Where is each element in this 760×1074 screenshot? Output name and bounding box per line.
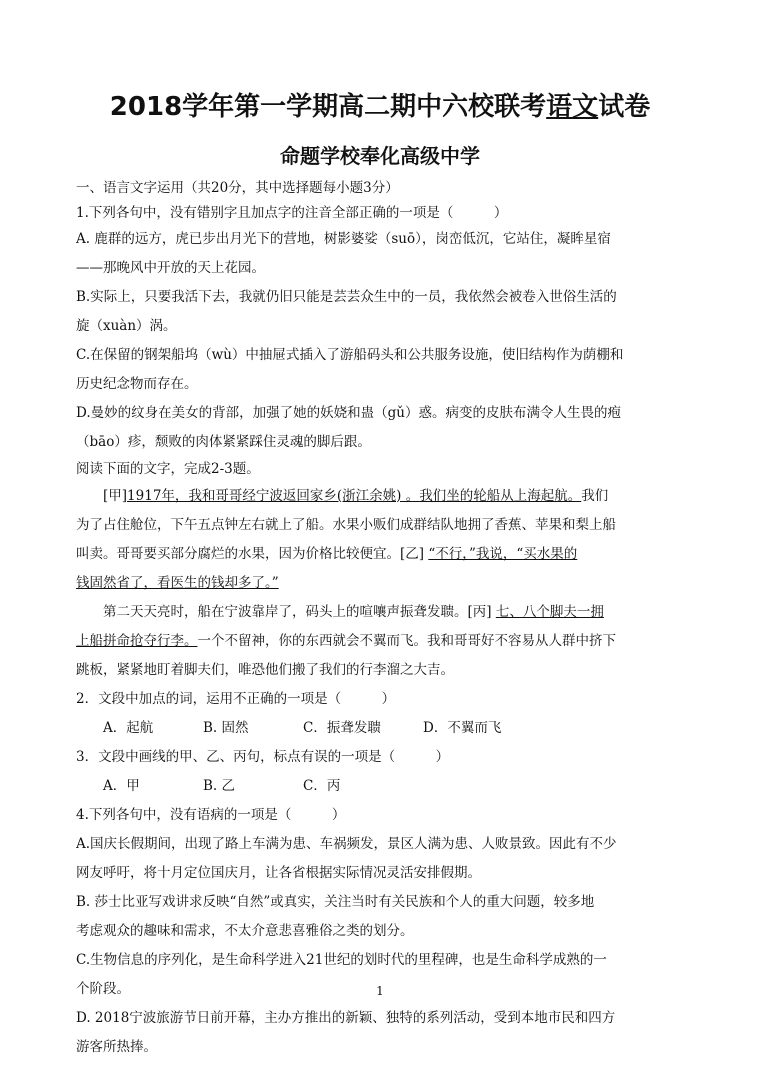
question-4-option-d-line1: D. 2018宁波旅游节日前开幕，主办方推出的新颖、独特的系列活动，受到本地市民和四方 [76,1009,616,1026]
passage-text: [甲] [103,487,128,504]
question-1-option-a-line1: A. 鹿群的远方，虎已步出月光下的营地，树影婆娑（suō），岗峦低沉，它站住，凝眸星宿 [76,231,611,247]
exam-title [0,86,760,123]
page-number: 1 [376,984,384,998]
passage-text: 第二天天亮时，船在宁波靠岸了，码头上的喧嚷声振聋发聩。[丙] [103,603,496,620]
passage-underlined-bing: 上船拼命抢夺行李。 [76,632,198,649]
question-1-option-d-line2: （bāo）疹，颓败的肉体紧紧踩住灵魂的脚后跟。 [76,434,371,450]
question-1-option-c-line2: 历史纪念物而存在。 [76,376,198,392]
exam-title-part: 2018学年第一学期高二期中六校联考 [109,92,547,122]
exam-subtitle: 命题学校奉化高级中学 [280,144,480,168]
exam-body [76,176,692,1062]
question-1-option-a-line2: ——那晚风中开放的天上花园。 [76,260,265,276]
question-2-stem: 2．文段中加点的词，运用不正确的一项是（ ） [76,690,396,707]
passage-line [76,598,692,627]
passage-underlined-bing: 七、八个脚夫一拥 [495,603,604,620]
passage-underlined-yi: 钱固然省了，看医生的钱却多了。” [76,574,279,591]
question-4-option-a-line2: 网友呼吁，将十月定位国庆月，让各省根据实际情况灵活安排假期。 [76,864,481,881]
section-heading: 一、语言文字运用（共20分，其中选择题每小题3分） [76,180,399,196]
question-2-option-c: C．振聋发聩 [303,719,381,736]
passage-line [76,569,692,598]
question-3-option-b: B. 乙 [203,777,236,794]
exam-title-suffix: 试卷 [598,92,651,122]
question-3-option-a: A．甲 [103,777,140,794]
question-4-option-b-line1: B. 莎士比亚写戏讲求反映“自然”或真实，关注当时有关民族和个人的重大问题，较多地 [76,893,595,910]
question-1-option-b-line2: 旋（xuàn）涡。 [76,318,177,334]
question-2-option-a: A．起航 [103,719,154,736]
passage-line [76,482,692,511]
reading-instruction: 阅读下面的文字，完成2-3题。 [76,461,260,477]
question-2-options [76,714,692,743]
question-4-option-c-line2: 个阶段。 [76,980,130,997]
question-1-option-c-line1: C.在保留的钢架船坞（wù）中抽屉式插入了游船码头和公共服务设施，使旧结构作为荫棚和 [76,347,624,363]
passage-line: 跳板，紧紧地盯着脚夫们，唯恐他们搬了我们的行李溜之大吉。 [76,661,454,678]
exam-title-underlined: 语文 [546,92,599,122]
question-4-option-c-line1: C.生物信息的序列化，是生命科学进入21世纪的划时代的里程碑，也是生命科学成熟的一 [76,951,607,968]
question-2-option-b: B. 固然 [203,719,249,736]
question-2-option-d: D．不翼而飞 [423,719,502,736]
passage-underlined-yi: “不行，”我说，“买水果的 [428,545,578,562]
passage-text: 我们 [581,487,609,504]
question-4-option-b-line2: 考虑观众的趣味和需求，不太介意悲喜雅俗之类的划分。 [76,922,414,939]
question-1-option-d-line1: D.曼妙的纹身在美女的背部，加强了她的妖娆和蛊（gǔ）惑。病变的皮肤布满令人生畏的疱 [76,405,621,421]
question-4-stem: 4.下列各句中，没有语病的一项是（ ） [76,806,346,823]
question-1-option-b-line1: B.实际上，只要我活下去，我就仍旧只能是芸芸众生中的一员，我依然会被卷入世俗生活的 [76,289,617,305]
question-4-option-d-line2: 游客所热捧。 [76,1038,157,1055]
passage-line [76,627,692,656]
question-1-stem: 1.下列各句中，没有错别字且加点字的注音全部正确的一项是（ ） [76,204,508,221]
passage-text: 叫卖。哥哥要买部分腐烂的水果，因为价格比较便宜。[乙] [76,545,429,562]
question-3-stem: 3．文段中画线的甲、乙、丙句，标点有误的一项是（ ） [76,748,450,765]
passage-underlined-jia: 1917年，我和哥哥经宁波返回家乡(浙江余姚) 。我们坐的轮船从上海起航。 [127,487,582,504]
passage-text: 一个不留神，你的东西就会不翼而飞。我和哥哥好不容易从人群中挤下 [197,632,616,649]
question-3-options [76,772,692,801]
passage-line: 为了占住舱位，下午五点钟左右就上了船。水果小贩们成群结队地拥了香蕉、苹果和梨上船 [76,516,616,533]
passage-line [76,540,692,569]
question-3-option-c: C．丙 [303,777,341,794]
question-4-option-a-line1: A.国庆长假期间，出现了路上车满为患、车祸频发，景区人满为患、人败景致。因此有不少 [76,835,617,852]
